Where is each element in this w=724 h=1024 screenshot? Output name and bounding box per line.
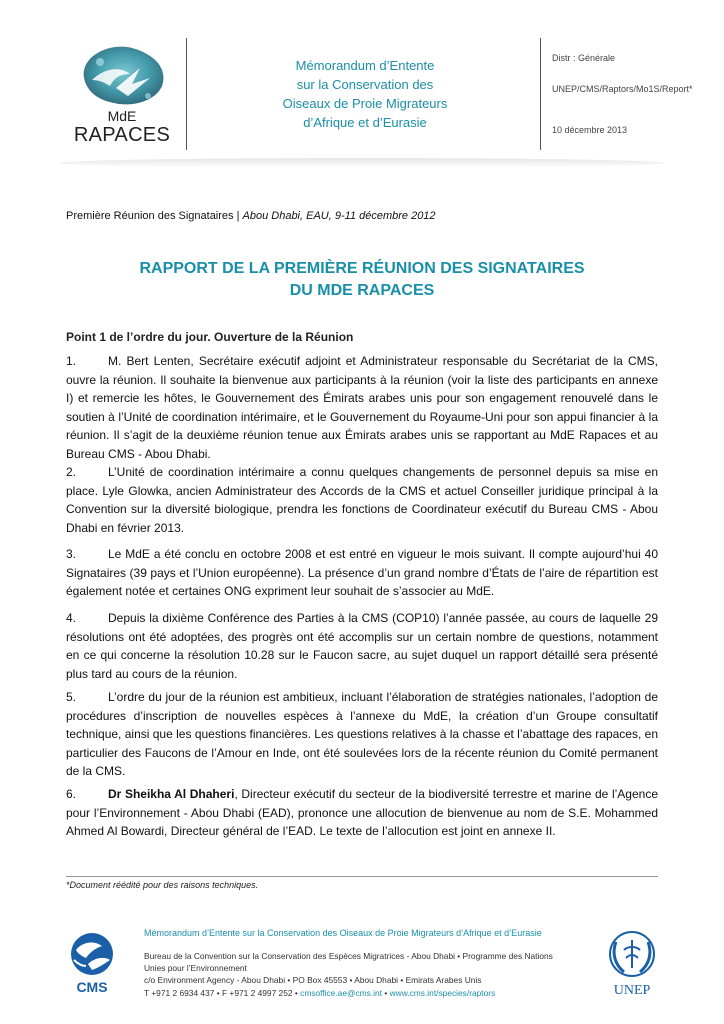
paragraph [66, 688, 658, 781]
logo-rapaces-text: RAPACES [73, 124, 171, 146]
report-title-line: RAPPORT DE LA PREMIÈRE RÉUNION DES SIGNATAIRES [139, 260, 585, 277]
footer-address-line: Unies pour l’Environnement [144, 963, 247, 973]
footer-address-line: c/o Environment Agency - Abou Dhabi • PO Box 45553 • Abou Dhabi • Emirats Arabes Unis [144, 975, 482, 985]
paragraph-number: 3. [66, 547, 77, 561]
cms-globe-icon [64, 930, 120, 996]
paragraph-text: Depuis la dixième Conférence des Parties à la CMS (COP10) l’année passée, au cours de laquelle 29 résolutions ont été adoptées, des progrès ont été accomplis sur un certain nombre de questions, notamment en ce qui concerne la résolution 10.28 sur le Faucon sacre, au sujet duquel un rapport détaillé sera présenté plus tard au cours de la réunion. [66, 611, 658, 681]
mou-title-line: sur la Conservation des [296, 77, 434, 92]
footer-website-link[interactable]: www.cms.int/species/raptors [389, 988, 496, 998]
paragraph [66, 463, 658, 537]
document-reference: UNEP/CMS/Raptors/Mo1S/Report* [552, 84, 693, 94]
paragraph-text: , Directeur exécutif du secteur de la biodiversité terrestre et marine de l’Agence pour l’Environnement - Abou Dhabi (EAD), prononce une allocution de bienvenue au nom de S.E. Mohammed Ahmed Al Bowardi, Directeur général de l’EAD. Le texte de l’allocution est joint en annexe II. [66, 787, 658, 838]
paragraph [66, 352, 658, 463]
footer-address-line: Bureau de la Convention sur la Conservation des Espèces Migratrices - Abou Dhabi • Programme des Nations [144, 951, 553, 961]
paragraph-text: M. Bert Lenten, Secrétaire exécutif adjoint et Administrateur responsable du Secrétariat de la CMS, ouvre la réunion. Il souhaite la bienvenue aux participants à la réunion (voir la liste des participants en annexe I) et remercie les hôtes, le Gouvernement des Émirats arabes unis pour son engagement renouvelé dans le soutien à l’Unité de coordination intérimaire, et le Gouvernement du Royaume-Uni pour son appui financier à la réunion. Il s’agit de la deuxième réunion tenue aux Émirats arabes unis se rapportant au MdE Rapaces et au Bureau CMS - Abou Dhabi. [66, 354, 658, 461]
header-divider-right [540, 38, 541, 150]
mou-title [260, 56, 470, 132]
document-date: 10 décembre 2013 [552, 125, 628, 135]
report-title [66, 258, 658, 302]
meeting-line [66, 210, 436, 222]
mou-title-line: Oiseaux de Proie Migrateurs [282, 96, 448, 111]
cms-logo-label: CMS [76, 979, 108, 995]
paragraph [66, 785, 658, 841]
footer-phone: T +971 2 6934 437 • F +971 2 4997 252 • [144, 988, 301, 998]
footer-email-link[interactable]: cmsoffice.ae@cms.int [300, 988, 383, 998]
paragraph-number: 6. [66, 787, 77, 801]
paragraph-number: 5. [66, 690, 77, 704]
footnote-divider [66, 876, 658, 877]
paragraph-number: 1. [66, 354, 77, 368]
footer-separator: • [382, 988, 390, 998]
footnote: *Document réédité pour des raisons techniques. [66, 880, 259, 890]
header-shadow [60, 158, 664, 168]
unep-logo-label: UNEP [613, 983, 651, 998]
paragraph-text: L’Unité de coordination intérimaire a connu quelques changements de personnel depuis sa mise en place. Lyle Glowka, ancien Administrateur des Accords de la CMS et actuel Conseiller juridique principal à la Convention sur la diversité biologique, prendra les fonctions de Coordinateur exécutif du Bureau CMS - Abou Dhabi en février 2013. [66, 465, 658, 535]
meeting-location: Abou Dhabi, EAU, 9-11 décembre 2012 [242, 210, 436, 222]
paragraph-number: 2. [66, 465, 77, 479]
paragraph [66, 609, 658, 683]
report-title-line: DU MDE RAPACES [289, 282, 435, 299]
mou-title-line: Mémorandum d’Entente [295, 58, 435, 73]
unep-laurel-icon [602, 928, 662, 998]
paragraph [66, 545, 658, 601]
footer-contact-line [144, 988, 495, 998]
mou-title-line: d’Afrique et d’Eurasie [303, 115, 427, 130]
paragraph-text: L’ordre du jour de la réunion est ambitieux, incluant l’élaboration de stratégies nationales, l’adoption de procédures d’inscription de nouvelles espèces à l’annexe du MdE, la création d’un Groupe consultatif technique, ainsi que les questions financières. Les questions relatives à la chasse et l’abattage des rapaces, en particulier des Faucons de l’Amour en Inde, ont été soulevées lors de la récente réunion du Comité permanent de la CMS. [66, 690, 658, 778]
distribution-label: Distr : Générale [552, 53, 616, 63]
header-divider-left [186, 38, 187, 150]
agenda-item-heading: Point 1 de l’ordre du jour. Ouverture de la Réunion [66, 330, 354, 344]
meeting-prefix: Première Réunion des Signataires | [66, 210, 243, 222]
paragraph-number: 4. [66, 611, 77, 625]
logo-mde-text: MdE [107, 108, 137, 124]
speaker-name: Dr Sheikha Al Dhaheri [108, 787, 235, 801]
paragraph-text: Le MdE a été conclu en octobre 2008 et est entré en vigueur le mois suivant. Il compte aujourd’hui 40 Signataires (39 pays et l’Union européenne). La présence d’un grand nombre d’États de l’aire de répartition est également notée et certaines ONG expriment leur souhait de s’associer au MdE. [66, 547, 658, 598]
footer-title: Mémorandum d’Entente sur la Conservation des Oiseaux de Proie Migrateurs d’Afrique et d’Eurasie [144, 928, 542, 938]
